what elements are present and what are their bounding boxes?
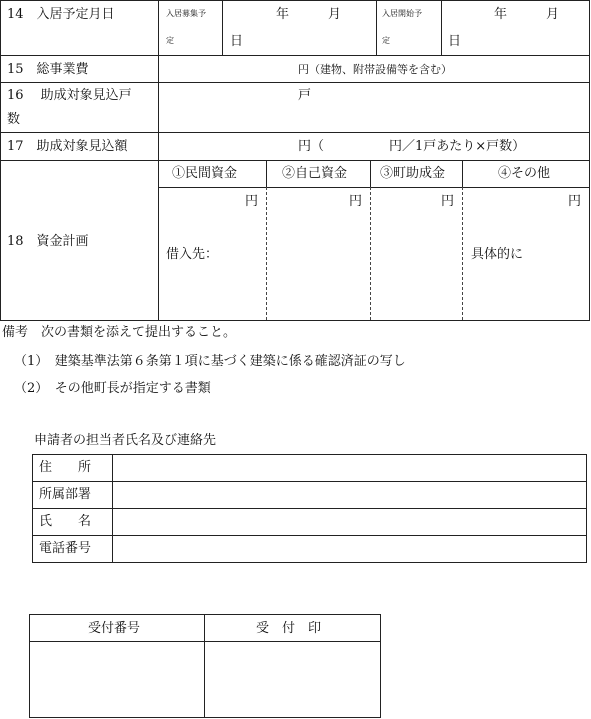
start-day: 日 (448, 34, 462, 49)
borrow-label: 借入先： (166, 247, 219, 262)
reception-number-cell[interactable] (31, 643, 203, 716)
row16-label-cont: 数 (7, 112, 21, 127)
contact-phone-field[interactable] (114, 537, 584, 561)
total-cost-value: 円（建物、附帯設備等を含む） (298, 63, 452, 76)
note-item-1: （1） 建築基準法第６条第１項に基づく建築に係る確認済証の写し (14, 354, 406, 369)
col-town-subsidy: ③町助成金 (380, 166, 446, 181)
col-private-funds: ①民間資金 (172, 166, 238, 181)
row15-label: 15 総事業費 (7, 62, 89, 77)
contact-department-label: 所属部署 (39, 487, 92, 502)
notes-title: 備考 次の書類を添えて提出すること。 (2, 325, 237, 340)
recruit-year-month: 年 月 (276, 7, 342, 22)
specific-label: 具体的に (471, 247, 524, 262)
reception-stamp-cell[interactable] (206, 643, 379, 716)
reception-stamp-header: 受 付 印 (256, 621, 322, 636)
start-year-month: 年 月 (494, 7, 560, 22)
start-label: 入居開始予 (382, 9, 422, 18)
contact-department-field[interactable] (114, 483, 584, 507)
reception-number-header: 受付番号 (88, 621, 141, 636)
row17-label: 17 助成対象見込額 (7, 139, 128, 154)
yen-own: 円 (349, 194, 363, 209)
recruit-label: 入居募集予 (166, 9, 206, 18)
col-other: ④その他 (498, 166, 551, 181)
contact-phone-label: 電話番号 (39, 541, 92, 556)
row18-label: 18 資金計画 (7, 234, 89, 249)
contact-name-label: 氏 名 (39, 514, 92, 529)
row16-label: 16 助成対象見込戸 (7, 88, 132, 103)
row14-label: 14 入居予定月日 (7, 7, 115, 22)
note-item-2: （2） その他町長が指定する書類 (14, 381, 211, 396)
contact-name-field[interactable] (114, 510, 584, 534)
recruit-label-cont: 定 (166, 36, 174, 45)
col-own-funds: ②自己資金 (282, 166, 348, 181)
recruit-day: 日 (230, 34, 244, 49)
yen-town: 円 (441, 194, 455, 209)
subsidy-amount-value: 円（ 円／1戸あたり×戸数） (298, 139, 526, 154)
yen-other: 円 (568, 194, 582, 209)
yen-private: 円 (245, 194, 259, 209)
contact-address-label: 住 所 (39, 460, 92, 475)
units-value: 戸 (298, 88, 312, 103)
start-label-cont: 定 (382, 36, 390, 45)
contact-heading: 申請者の担当者氏名及び連絡先 (34, 433, 217, 448)
contact-address-field[interactable] (114, 456, 584, 480)
